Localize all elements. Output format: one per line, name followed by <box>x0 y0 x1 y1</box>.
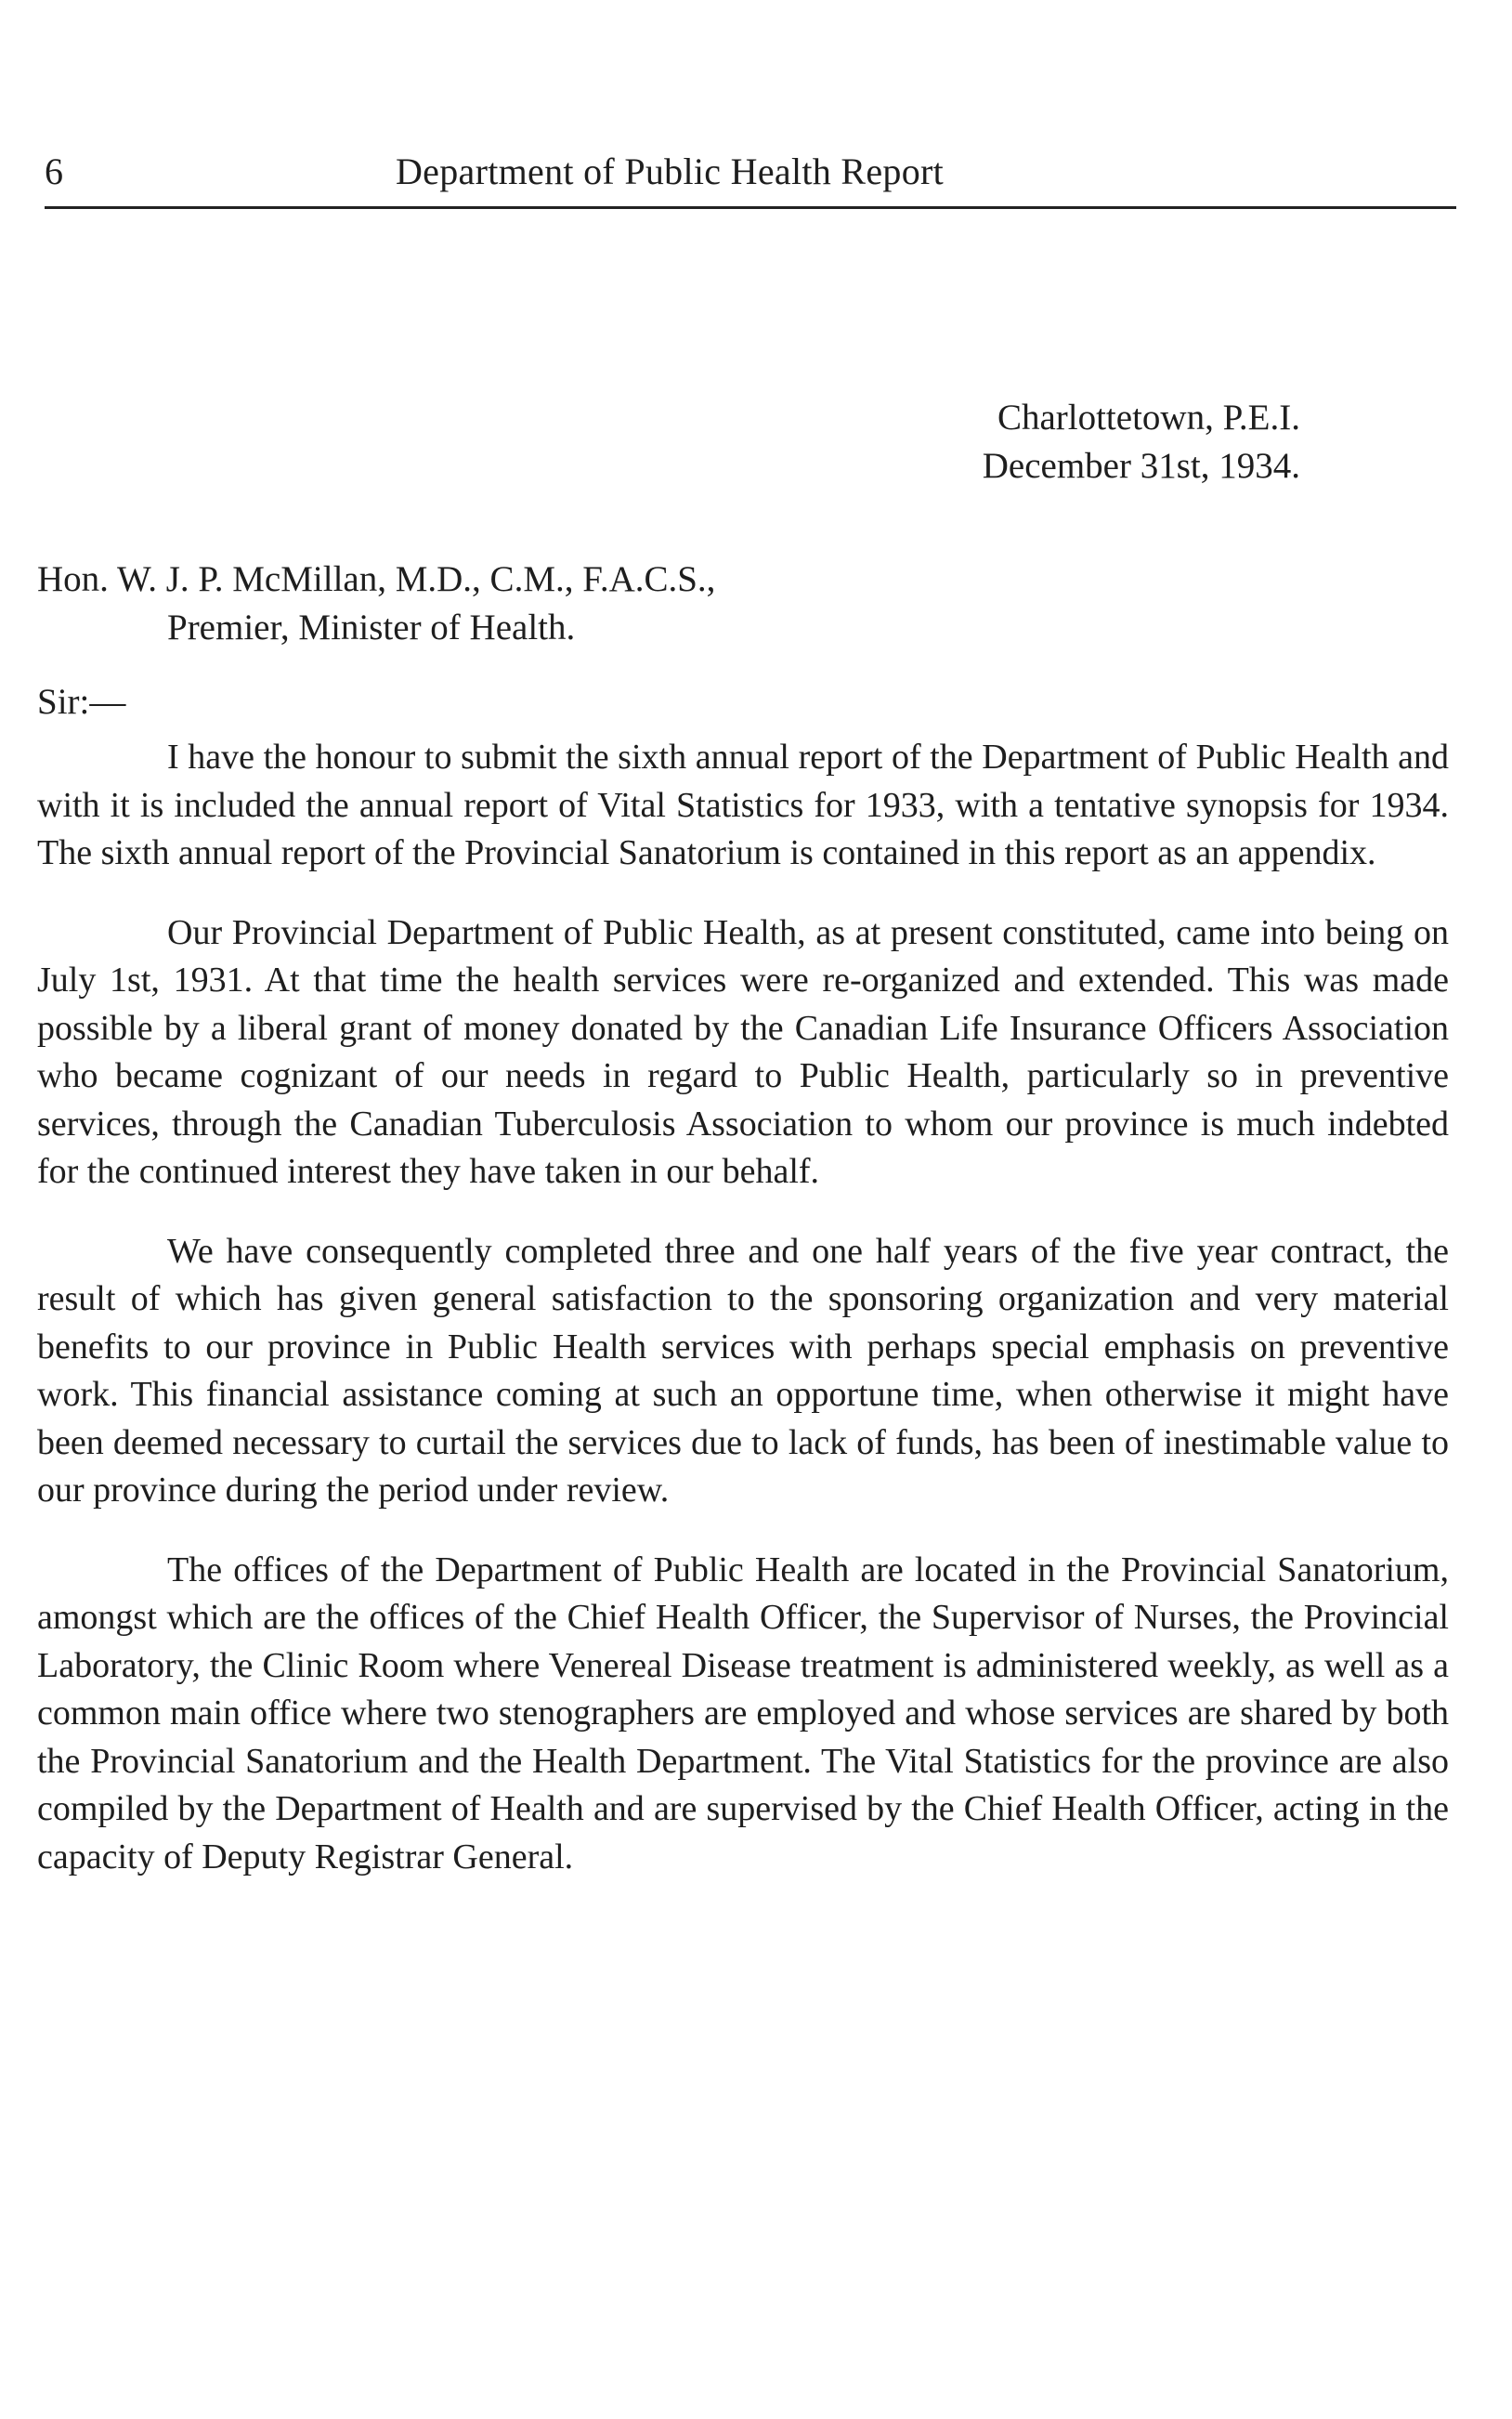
paragraph-4: The offices of the Department of Public Health are located in the Provincial Sanatorium, amongst which are the offices of the Chief Health Officer, the Supervisor of Nurses, the Provincial Laboratory, the Clinic Room where Venereal Disease treatment is administered weekly, as well as a common main office where two stenographers are employed and whose services are shared by both the Provincial Sanatorium and the Health Department. The Vital Statistics for the province are also compiled by the Department of Health and are supervised by the Chief Health Officer, acting in the capacity of Deputy Registrar General. <box>37 1549 1449 1876</box>
addressee-title: Premier, Minister of Health. <box>167 608 576 647</box>
dateline <box>873 394 1300 490</box>
letter-body <box>37 734 1449 1913</box>
paragraph-2: Our Provincial Department of Public Health, as at present constituted, came into being on July 1st, 1931. At that time the health services were re-organized and extended. This was made possible by a liberal grant of money donated by the Canadian Life Insurance Officers Association who became cognizant of our needs in regard to Public Health, particularly so in preventive services, through the Canadian Tuberculosis Association to whom our province is much indebted for the continued interest they have taken in our behalf. <box>37 912 1449 1191</box>
running-title: Department of Public Health Report <box>396 150 945 192</box>
addressee-name: Hon. W. J. P. McMillan, M.D., C.M., F.A.C.S., <box>37 559 716 599</box>
paragraph-3: We have consequently completed three and one half years of the five year contract, the result of which has given general satisfaction to the sponsoring organization and very material benefits to our province in Public Health services with perhaps special emphasis on preventive work. This financial assistance coming at such an opportune time, when otherwise it might have been deemed necessary to curtail the services due to lack of funds, has been of inestimable value to our province during the period under review. <box>37 1231 1449 1510</box>
running-header <box>45 149 1456 209</box>
dateline-date: December 31st, 1934. <box>982 446 1300 486</box>
addressee-block <box>37 556 715 652</box>
dateline-place: Charlottetown, P.E.I. <box>997 398 1300 438</box>
salutation: Sir:— <box>37 682 126 722</box>
page-number: 6 <box>45 150 63 192</box>
paragraph-1: I have the honour to submit the sixth annual report of the Department of Public Health and with it is included the annual report of Vital Statistics for 1933, with a tentative synopsis for 1934. The sixth annual report of the Provincial Sanatorium is contained in this report as an appendix. <box>37 738 1449 872</box>
